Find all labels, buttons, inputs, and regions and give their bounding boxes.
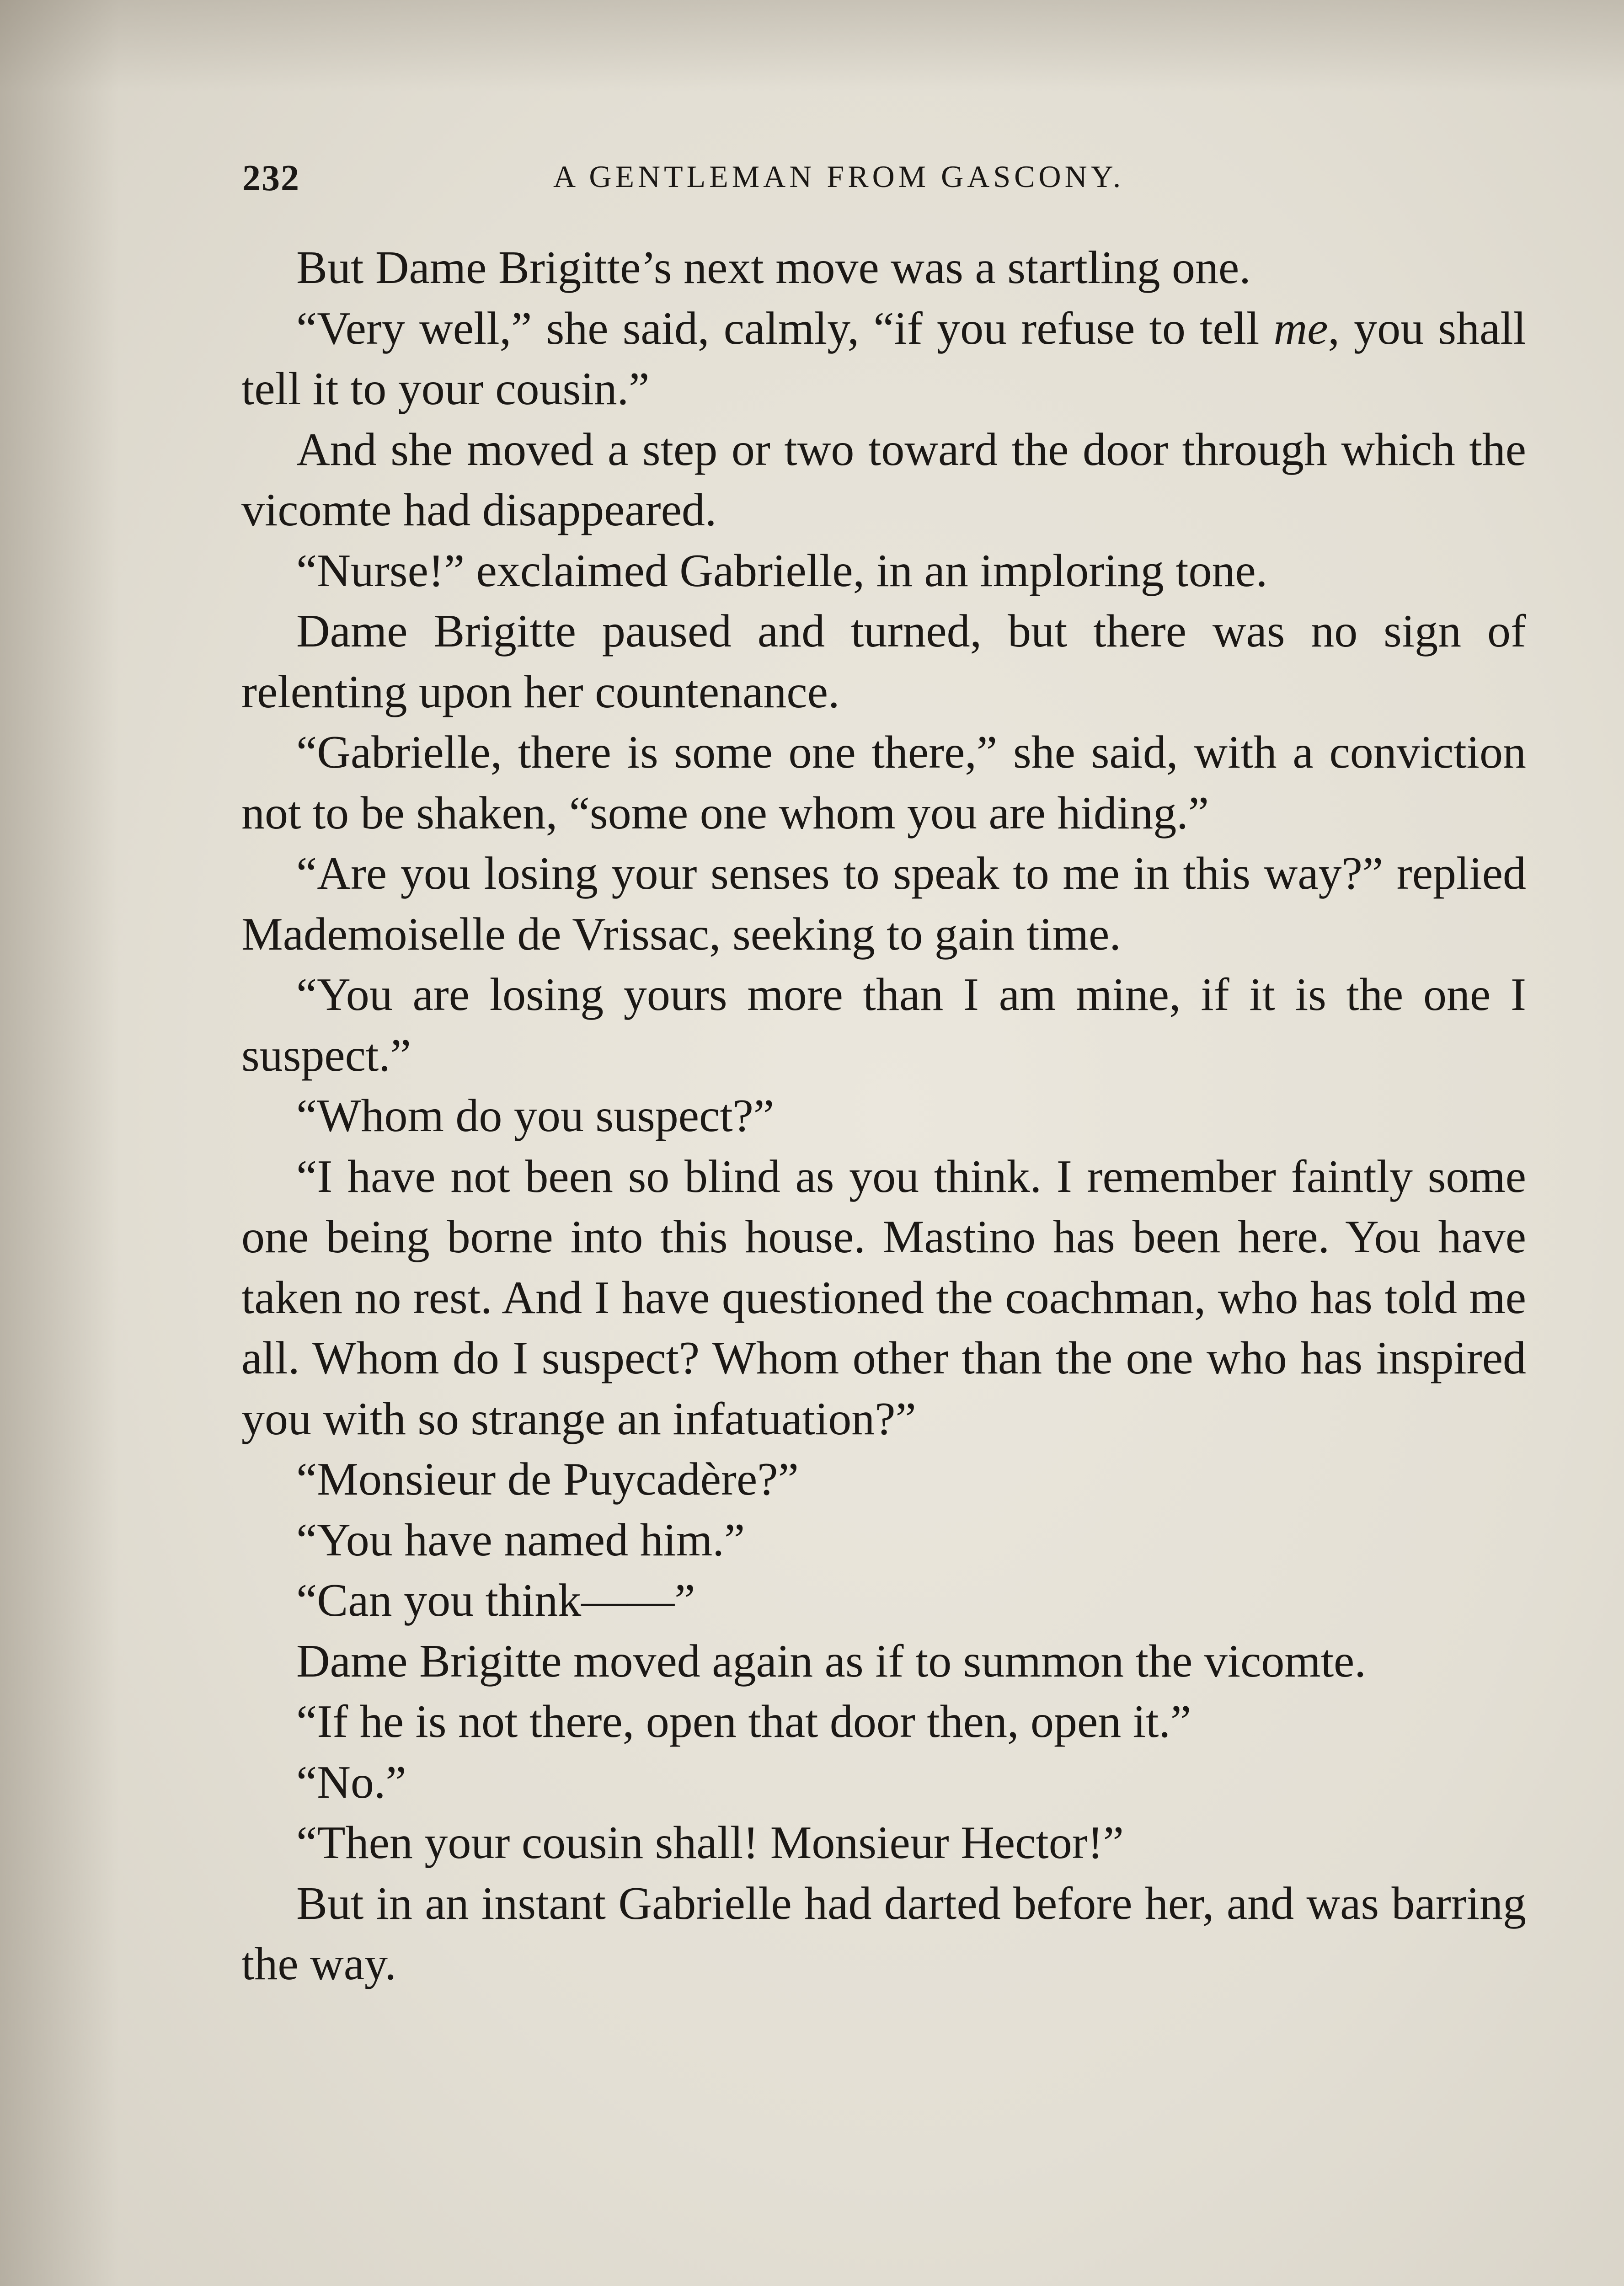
page-shadow-top [0, 0, 1624, 91]
paragraph-2: “Very well,” she said, calmly, “if you refuse to tell me, you shall tell it to your cousin.” [241, 302, 1526, 415]
paragraph-15: “If he is not there, open that door then, open it.” [296, 1696, 1191, 1747]
paragraph-4: “Nurse!” exclaimed Gabrielle, in an imploring tone. [296, 545, 1268, 597]
paragraph-3: And she moved a step or two toward the door through which the vicomte had disappeared. [241, 423, 1526, 536]
paragraph-14: Dame Brigitte moved again as if to summon the vicomte. [296, 1635, 1366, 1687]
paragraph-5: Dame Brigitte paused and turned, but there was no sign of relenting upon her countenance. [241, 605, 1526, 718]
paragraph-16: “No.” [296, 1756, 406, 1808]
emphasized-word: me [1273, 302, 1328, 354]
paragraph-8: “You are losing yours more than I am mine, if it is the one I suspect.” [241, 969, 1526, 1081]
paragraph-9: “Whom do you suspect?” [296, 1090, 775, 1142]
paragraph-12: “You have named him.” [296, 1514, 745, 1566]
paragraph-17: “Then your cousin shall! Monsieur Hector!” [296, 1817, 1124, 1869]
paragraph-11: “Monsieur de Puycadère?” [296, 1453, 799, 1505]
running-head [242, 153, 1234, 203]
paragraph-1: But Dame Brigitte’s next move was a startling one. [296, 242, 1251, 294]
paragraph-13: “Can you think——” [296, 1575, 695, 1626]
body-text [241, 238, 1526, 1995]
page-shadow-left [0, 0, 119, 2286]
paragraph-10: “I have not been so blind as you think. I remember faintly some one being borne into this house. Mastino has been here. You have taken no rest. And I have questioned the coachman, who has told me all. Whom do I suspect? Whom other than the one who has inspired you with so strange an infatuation?” [241, 1150, 1526, 1445]
running-title: A GENTLEMAN FROM GASCONY. [553, 159, 1125, 194]
page-number: 232 [242, 158, 300, 198]
paragraph-18: But in an instant Gabrielle had darted before her, and was barring the way. [241, 1877, 1526, 1990]
paragraph-7: “Are you losing your senses to speak to me in this way?” replied Mademoiselle de Vrissac, seeking to gain time. [241, 848, 1526, 960]
paragraph-6: “Gabrielle, there is some one there,” she said, with a conviction not to be shaken, “some one whom you are hiding.” [241, 726, 1526, 839]
